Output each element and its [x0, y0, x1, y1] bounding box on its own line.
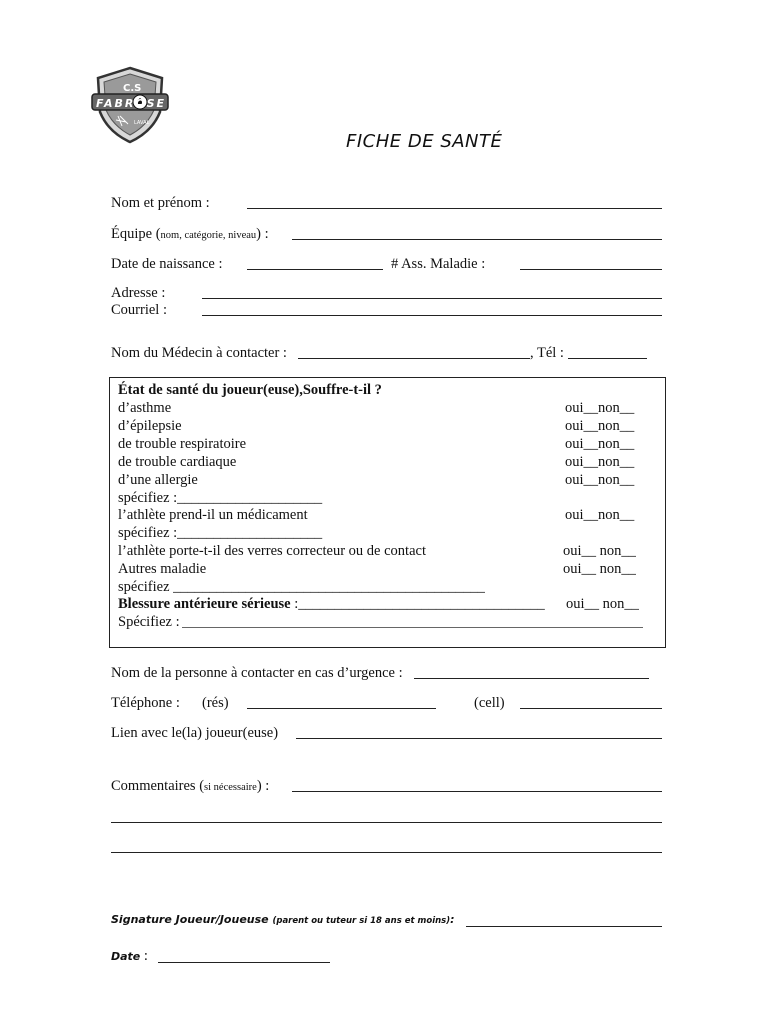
logo-name: FABROSE: [96, 97, 164, 110]
health-row-answer[interactable]: oui__non__: [565, 453, 635, 470]
ass-maladie-field[interactable]: [520, 269, 662, 270]
adresse-label: Adresse :: [111, 285, 166, 301]
naissance-label: Date de naissance :: [111, 256, 223, 272]
telephone-label: Téléphone :: [111, 695, 180, 711]
page-title: FICHE DE SANTÉ: [346, 131, 503, 152]
logo-laval: LAVAL: [134, 120, 150, 126]
courriel-field[interactable]: [202, 315, 662, 316]
lien-field[interactable]: [296, 738, 662, 739]
health-row-label: spécifiez :____________________: [118, 525, 323, 542]
equipe-label: Équipe (nom, catégorie, niveau) :: [111, 226, 269, 242]
blessure-row: Blessure antérieure sérieuse :__________________________________: [118, 596, 545, 612]
commentaires-field-3[interactable]: [111, 852, 662, 853]
nom-label: Nom et prénom :: [111, 195, 210, 211]
ass-maladie-label: # Ass. Maladie :: [391, 256, 486, 272]
commentaires-label: Commentaires (si nécessaire) :: [111, 778, 270, 794]
health-heading: État de santé du joueur(euse),Souffre-t-il ?: [118, 382, 382, 398]
lien-label: Lien avec le(la) joueur(euse): [111, 725, 279, 741]
res-label: (rés): [202, 695, 229, 711]
date-label: Date :: [111, 948, 148, 964]
urgence-nom-label: Nom de la personne à contacter en cas d’urgence :: [111, 665, 403, 681]
health-row-answer[interactable]: oui__non__: [565, 417, 635, 434]
club-logo: [90, 64, 170, 146]
naissance-field[interactable]: [247, 269, 383, 270]
health-row-answer[interactable]: oui__non__: [565, 507, 635, 524]
health-row-answer[interactable]: oui__non__: [565, 400, 635, 416]
health-row-answer[interactable]: oui__ non__: [563, 561, 636, 578]
tel-field[interactable]: [568, 358, 647, 359]
health-row-label: l’athlète prend-il un médicament: [118, 507, 308, 524]
adresse-field[interactable]: [202, 298, 662, 299]
health-row-label: de trouble respiratoire: [118, 435, 247, 452]
courriel-label: Courriel :: [111, 302, 167, 318]
cell-label: (cell): [474, 695, 505, 711]
health-row-answer[interactable]: oui__non__: [565, 471, 635, 488]
date-field[interactable]: [158, 962, 330, 963]
blessure-answer[interactable]: oui__ non__: [566, 596, 639, 612]
nom-field[interactable]: [247, 208, 662, 209]
health-row-label: d’asthme: [118, 400, 172, 416]
res-field[interactable]: [247, 708, 436, 709]
specifiez-last-field[interactable]: [182, 627, 643, 628]
signature-label: Signature Joueur/Joueuse (parent ou tuteur si 18 ans et moins):: [111, 913, 455, 926]
health-row-label: d’une allergie: [118, 471, 198, 488]
cell-field[interactable]: [520, 708, 662, 709]
health-row-label: l’athlète porte-t-il des verres correcteur ou de contact: [118, 543, 426, 560]
health-row-label: spécifiez :____________________: [118, 489, 323, 506]
specifiez-last-label: Spécifiez :: [118, 614, 180, 630]
health-row-label: d’épilepsie: [118, 417, 182, 434]
urgence-nom-field[interactable]: [414, 678, 649, 679]
health-row-answer[interactable]: oui__non__: [565, 435, 635, 452]
health-row-label: spécifiez ___________________________________________: [118, 579, 485, 595]
commentaires-field-1[interactable]: [292, 791, 662, 792]
health-row-label: de trouble cardiaque: [118, 453, 237, 470]
medecin-label: Nom du Médecin à contacter :: [111, 345, 287, 361]
equipe-field[interactable]: [292, 239, 662, 240]
health-row-answer[interactable]: oui__ non__: [563, 543, 636, 560]
commentaires-field-2[interactable]: [111, 822, 662, 823]
medecin-field[interactable]: [298, 358, 530, 359]
logo-cs: C.S: [123, 83, 142, 94]
signature-field[interactable]: [466, 926, 662, 927]
tel-label: , Tél :: [530, 345, 564, 361]
health-row-label: Autres maladie: [118, 561, 207, 578]
